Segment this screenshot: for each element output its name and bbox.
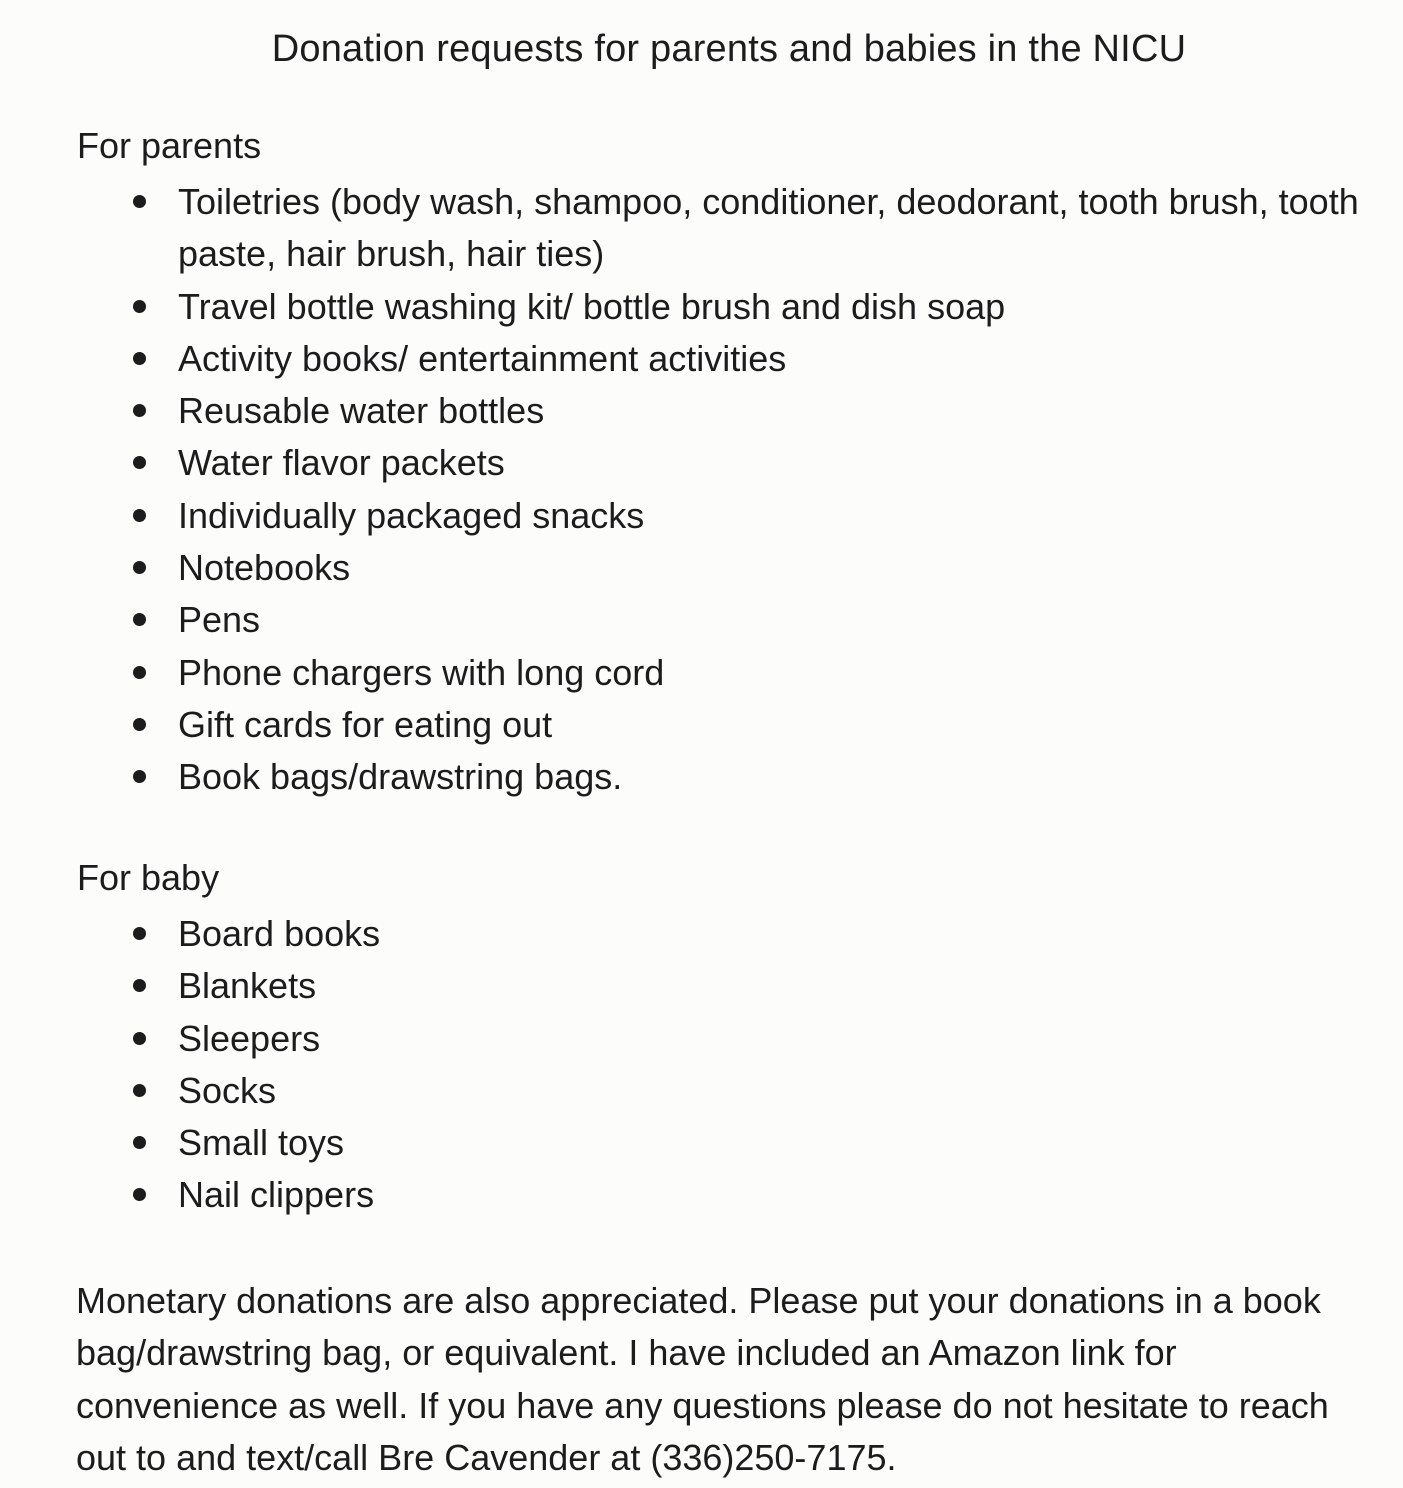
list-item-text: Phone chargers with long cord: [178, 651, 665, 693]
list-item-text: Individually packaged snacks: [178, 494, 645, 536]
list-item-text: Nail clippers: [178, 1174, 375, 1216]
list-item-text: Travel bottle washing kit/ bottle brush and dish soap: [178, 285, 1006, 327]
bullet-icon: [133, 666, 146, 679]
list-item: [0, 647, 1403, 699]
bullet-icon: [133, 509, 146, 522]
list-item: [0, 490, 1403, 542]
list-item: [0, 908, 1403, 960]
bullet-icon: [133, 352, 146, 365]
list-item-text: Board books: [178, 913, 381, 954]
list-item-text: Reusable water bottles: [178, 390, 545, 432]
bullet-icon: [133, 1084, 146, 1097]
list-item-text: Gift cards for eating out: [178, 703, 553, 745]
list-item: [0, 594, 1403, 646]
bullet-icon: [133, 979, 146, 992]
parents-item-list: [0, 176, 1403, 804]
list-item: [0, 1169, 1403, 1221]
list-item: [0, 699, 1403, 751]
bullet-icon: [133, 456, 146, 469]
list-item: [0, 542, 1403, 594]
bullet-icon: [133, 1136, 146, 1149]
list-item-text: Book bags/drawstring bags.: [178, 756, 623, 798]
list-item: [0, 1013, 1403, 1065]
list-item-text: Notebooks: [178, 547, 351, 589]
list-item: [0, 751, 1403, 803]
list-item-text: Activity books/ entertainment activities: [178, 337, 787, 379]
bullet-icon: [133, 1032, 146, 1045]
bullet-icon: [133, 300, 146, 313]
list-item-text: Blankets: [178, 965, 317, 1007]
section-heading-parents: For parents: [77, 125, 262, 166]
list-item-text: Water flavor packets: [178, 442, 505, 484]
bullet-icon: [133, 1188, 146, 1201]
closing-paragraph: Monetary donations are also appreciated. Please put your donations in a book bag/drawstring bag, or equivalent. I have included an Amazon link for convenience as well. If you have any questions please do not hesitate to reach out to and text/call Bre Cavender at (336)250-7175.: [76, 1280, 1329, 1478]
list-item: [0, 437, 1403, 489]
list-item-text: Pens: [178, 599, 261, 641]
list-item: [0, 176, 1403, 281]
list-item: [0, 1117, 1403, 1169]
bullet-icon: [133, 770, 146, 783]
list-item-text: Toiletries (body wash, shampoo, conditioner, deodorant, tooth brush, tooth paste, hair brush, hair ties): [178, 181, 1359, 275]
bullet-icon: [133, 195, 146, 208]
baby-item-list: [0, 908, 1403, 1222]
list-item-text: Sleepers: [178, 1017, 321, 1059]
list-item: [0, 281, 1403, 333]
bullet-icon: [133, 561, 146, 574]
bullet-icon: [133, 718, 146, 731]
list-item: [0, 1065, 1403, 1117]
bullet-icon: [133, 404, 146, 417]
list-item-text: Socks: [178, 1069, 277, 1111]
page-title: Donation requests for parents and babies in the NICU: [271, 28, 1187, 70]
bullet-icon: [133, 613, 146, 626]
list-item-text: Small toys: [178, 1122, 345, 1164]
bullet-icon: [133, 927, 146, 940]
list-item: [0, 385, 1403, 437]
section-heading-baby: For baby: [77, 857, 220, 898]
list-item: [0, 960, 1403, 1012]
list-item: [0, 333, 1403, 385]
